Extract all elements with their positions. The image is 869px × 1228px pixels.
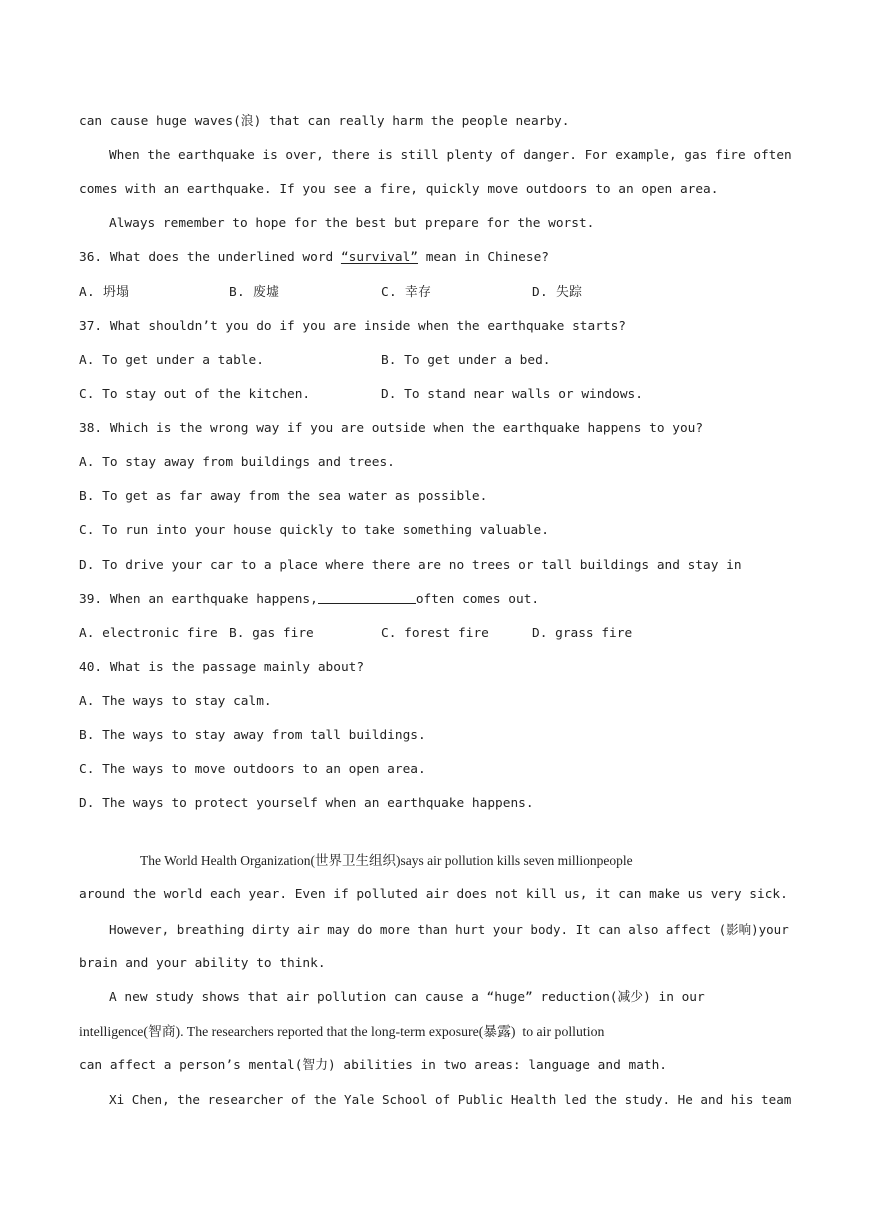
passage2-line-2: around the world each year. Even if polluted air does not kill us, it can make us very sick.: [79, 887, 788, 902]
question-39-option-c: C. forest fire: [381, 626, 489, 641]
question-40-option-d: D. The ways to protect yourself when an earthquake happens.: [79, 796, 534, 811]
question-37-option-d: D. To stand near walls or windows.: [381, 387, 643, 402]
question-38-stem: 38. Which is the wrong way if you are outside when the earthquake happens to you?: [79, 421, 704, 436]
passage2-line-8: Xi Chen, the researcher of the Yale School of Public Health led the study. He and his team: [109, 1092, 792, 1107]
passage2-line-5: A new study shows that air pollution can cause a “huge” reduction(减少) in our: [109, 990, 705, 1005]
question-38-option-a: A. To stay away from buildings and trees.: [79, 455, 395, 470]
question-37-option-c: C. To stay out of the kitchen.: [79, 387, 311, 402]
question-36-option-a: A. 坍塌: [79, 285, 130, 300]
question-40-stem: 40. What is the passage mainly about?: [79, 660, 365, 675]
answer-blank: [318, 591, 416, 604]
question-39-stem-end: often comes out.: [415, 592, 540, 607]
question-39-option-d: D. grass fire: [532, 626, 633, 641]
question-38-option-b: B. To get as far away from the sea water as possible.: [79, 489, 488, 504]
question-36-option-d: D. 失踪: [532, 285, 583, 300]
question-39-option-a: A. electronic fire: [79, 626, 218, 641]
question-39-stem: [79, 591, 539, 609]
question-39-stem-start: 39. When an earthquake happens,: [79, 592, 318, 607]
question-36-stem-start: 36. What does the underlined word: [79, 250, 341, 265]
question-40-option-a: A. The ways to stay calm.: [79, 694, 272, 709]
passage1-line-3: comes with an earthquake. If you see a fire, quickly move outdoors to an open area.: [79, 182, 719, 197]
question-37-option-b: B. To get under a bed.: [381, 353, 551, 368]
question-36-stem: [79, 249, 549, 267]
question-38-option-d: D. To drive your car to a place where there are no trees or tall buildings and stay in: [79, 558, 742, 573]
passage1-line-4: Always remember to hope for the best but prepare for the worst.: [109, 216, 595, 231]
question-40-option-b: B. The ways to stay away from tall buildings.: [79, 728, 426, 743]
question-39-option-b: B. gas fire: [229, 626, 314, 641]
passage2-line-7: can affect a person’s mental(智力) abilities in two areas: language and math.: [79, 1058, 668, 1073]
passage2-line-3: However, breathing dirty air may do more than hurt your body. It can also affect (影响)your: [109, 922, 789, 937]
question-40-option-c: C. The ways to move outdoors to an open area.: [79, 762, 426, 777]
question-38-option-c: C. To run into your house quickly to take something valuable.: [79, 523, 549, 538]
question-37-option-a: A. To get under a table.: [79, 353, 264, 368]
passage1-line-1: can cause huge waves(浪) that can really harm the people nearby.: [79, 114, 570, 129]
question-36-option-b: B. 废墟: [229, 285, 280, 300]
passage1-line-2: When the earthquake is over, there is still plenty of danger. For example, gas fire often: [109, 148, 792, 163]
passage2-line-4: brain and your ability to think.: [79, 956, 326, 971]
question-36-stem-end: mean in Chinese?: [418, 250, 549, 265]
question-36-option-c: C. 幸存: [381, 285, 432, 300]
passage2-line-1: The World Health Organization(世界卫生组织)says air pollution kills seven millionpeople: [140, 853, 633, 868]
underlined-word: “survival”: [340, 250, 418, 265]
question-37-stem: 37. What shouldn’t you do if you are inside when the earthquake starts?: [79, 319, 627, 334]
passage2-line-6: intelligence(智商). The researchers reported that the long-term exposure(暴露) to air pollution: [79, 1024, 605, 1039]
